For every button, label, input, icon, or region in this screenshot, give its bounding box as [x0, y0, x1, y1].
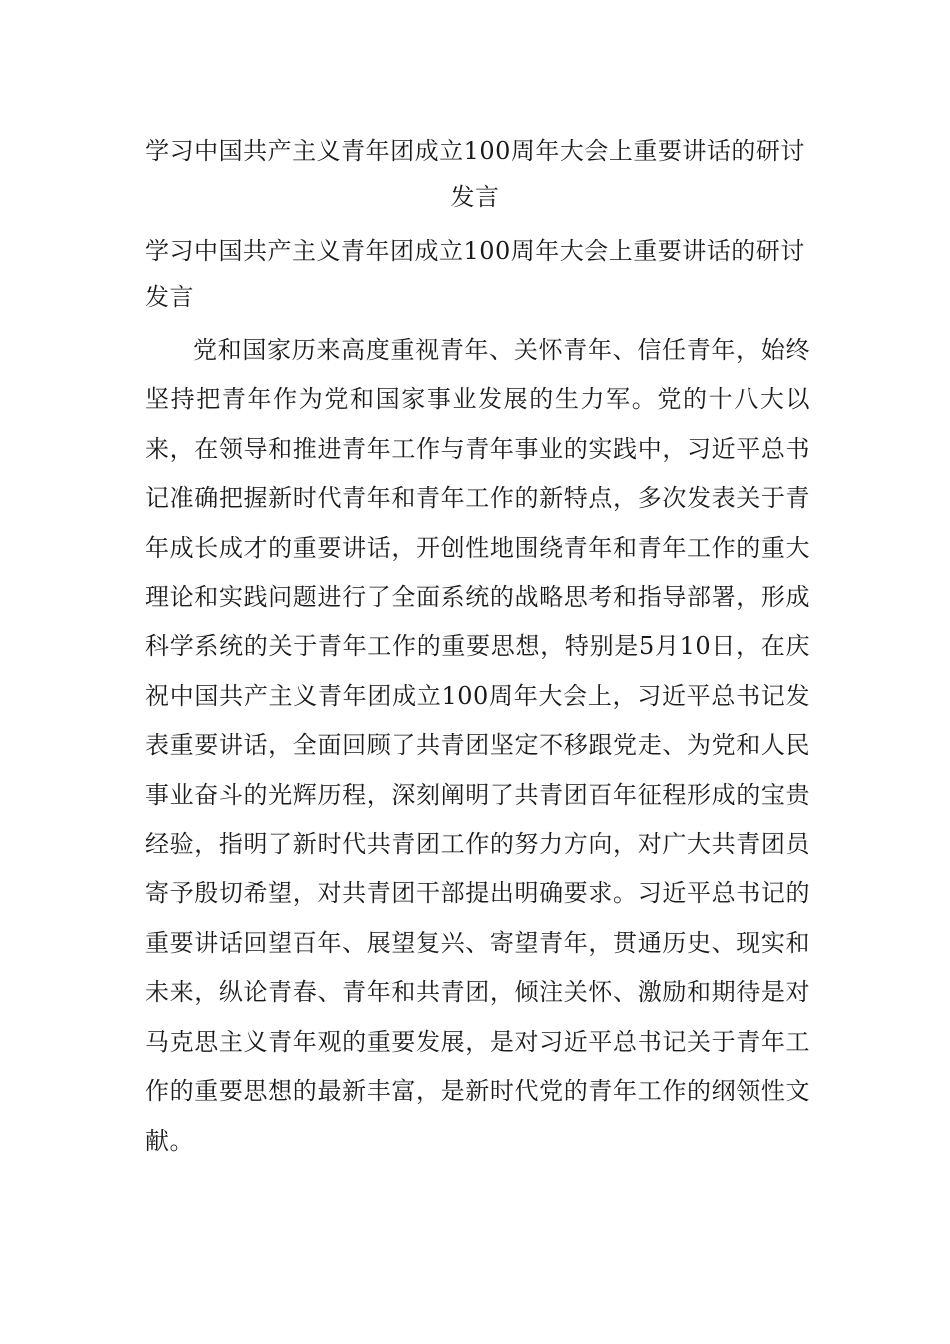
document-subtitle: 学习中国共产主义青年团成立100周年大会上重要讲话的研讨发言: [145, 237, 805, 311]
body-paragraph: 党和国家历来高度重视青年、关怀青年、信任青年，始终坚持把青年作为党和国家事业发展的生力军。党的十八大以来，在领导和推进青年工作与青年事业的实践中，习近平总书记准确把握新时代青年和青年工作的新特点，多次发表关于青年成长成才的重要讲话，开创性地围绕青年和青年工作的重大理论和实践问题进行了全面系统的战略思考和指导部署，形成科学系统的关于青年工作的重要思想，特别是5月10日，在庆祝中国共产主义青年团成立100周年大会上，习近平总书记发表重要讲话，全面回顾了共青团坚定不移跟党走、为党和人民事业奋斗的光辉历程，深刻阐明了共青团百年征程形成的宝贵经验，指明了新时代共青团工作的努力方向，对广大共青团员寄予殷切希望，对共青团干部提出明确要求。习近平总书记的重要讲话回望百年、展望复兴、寄望青年，贯通历史、现实和未来，纵论青春、青年和共青团，倾注关怀、激励和期待是对马克思主义青年观的重要发展，是对习近平总书记关于青年工作的重要思想的最新丰富，是新时代党的青年工作的纲领性文献。: [145, 336, 810, 1155]
document-title: 学习中国共产主义青年团成立100周年大会上重要讲话的研讨发言: [145, 137, 805, 211]
